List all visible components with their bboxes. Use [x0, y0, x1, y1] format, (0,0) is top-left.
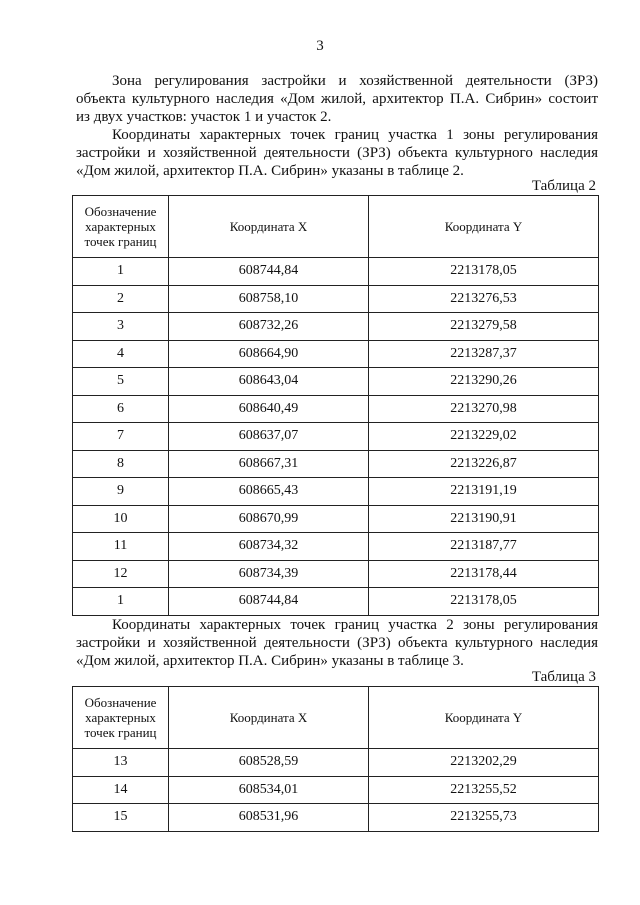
- cell-coordinate-y: 2213279,58: [369, 313, 599, 341]
- paragraph-line: «Дом жилой, архитектор П.А. Сибрин» указаны в таблице 3.: [76, 653, 464, 669]
- paragraph-line: «Дом жилой, архитектор П.А. Сибрин» указаны в таблице 2.: [76, 163, 464, 179]
- table-row: [73, 533, 599, 561]
- cell-coordinate-x: 608734,32: [169, 533, 369, 561]
- paragraph-line: из двух участков: участок 1 и участок 2.: [76, 109, 332, 125]
- table-row: [73, 749, 599, 777]
- cell-point-number: 9: [73, 478, 169, 506]
- cell-point-number: 6: [73, 395, 169, 423]
- cell-point-number: 3: [73, 313, 169, 341]
- cell-coordinate-y: 2213187,77: [369, 533, 599, 561]
- paragraph-line: Координаты характерных точек границ участка 1 зоны регулирования: [112, 127, 598, 143]
- table-row: [73, 588, 599, 616]
- table-row: [73, 285, 599, 313]
- cell-point-number: 7: [73, 423, 169, 451]
- table-row: [73, 313, 599, 341]
- header-coordinate-y: Координата Y: [369, 687, 599, 749]
- paragraph-line: Координаты характерных точек границ участка 2 зоны регулирования: [112, 617, 598, 633]
- cell-coordinate-x: 608665,43: [169, 478, 369, 506]
- header-coordinate-x: Координата X: [169, 687, 369, 749]
- paragraph-zone-description: [76, 72, 598, 126]
- cell-coordinate-x: 608744,84: [169, 258, 369, 286]
- cell-coordinate-y: 2213178,05: [369, 588, 599, 616]
- cell-point-number: 11: [73, 533, 169, 561]
- cell-coordinate-x: 608670,99: [169, 505, 369, 533]
- header-point-designation: Обозначение характерных точек границ: [73, 196, 169, 258]
- cell-coordinate-y: 2213290,26: [369, 368, 599, 396]
- header-coordinate-y: Координата Y: [369, 196, 599, 258]
- cell-coordinate-x: 608528,59: [169, 749, 369, 777]
- paragraph-line: застройки и хозяйственной деятельности (ЗРЗ) объекта культурного наследия: [76, 145, 598, 161]
- cell-point-number: 14: [73, 776, 169, 804]
- table-row: [73, 258, 599, 286]
- table3-body: [73, 749, 599, 832]
- cell-coordinate-y: 2213270,98: [369, 395, 599, 423]
- paragraph-line: Зона регулирования застройки и хозяйственной деятельности (ЗРЗ): [112, 73, 598, 89]
- table-header-row: [73, 687, 599, 749]
- table-row: [73, 560, 599, 588]
- cell-coordinate-x: 608734,39: [169, 560, 369, 588]
- cell-point-number: 2: [73, 285, 169, 313]
- table-row: [73, 368, 599, 396]
- cell-coordinate-y: 2213226,87: [369, 450, 599, 478]
- cell-point-number: 1: [73, 258, 169, 286]
- cell-point-number: 13: [73, 749, 169, 777]
- table-row: [73, 395, 599, 423]
- table-row: [73, 478, 599, 506]
- table2-body: [73, 258, 599, 616]
- cell-point-number: 5: [73, 368, 169, 396]
- cell-coordinate-y: 2213191,19: [369, 478, 599, 506]
- cell-coordinate-y: 2213178,05: [369, 258, 599, 286]
- cell-coordinate-x: 608531,96: [169, 804, 369, 832]
- cell-point-number: 12: [73, 560, 169, 588]
- cell-coordinate-x: 608744,84: [169, 588, 369, 616]
- table-row: [73, 505, 599, 533]
- paragraph-table2-intro: [76, 126, 598, 180]
- cell-coordinate-x: 608534,01: [169, 776, 369, 804]
- paragraph-table3-intro: [76, 616, 598, 670]
- cell-coordinate-x: 608640,49: [169, 395, 369, 423]
- table-header-row: [73, 196, 599, 258]
- page-number: 3: [316, 38, 324, 54]
- cell-coordinate-y: 2213178,44: [369, 560, 599, 588]
- table-row: [73, 450, 599, 478]
- header-coordinate-x: Координата X: [169, 196, 369, 258]
- cell-coordinate-y: 2213255,73: [369, 804, 599, 832]
- cell-point-number: 1: [73, 588, 169, 616]
- cell-coordinate-y: 2213255,52: [369, 776, 599, 804]
- cell-coordinate-x: 608732,26: [169, 313, 369, 341]
- cell-point-number: 4: [73, 340, 169, 368]
- table3: [72, 686, 599, 832]
- cell-coordinate-y: 2213276,53: [369, 285, 599, 313]
- cell-point-number: 10: [73, 505, 169, 533]
- cell-coordinate-x: 608667,31: [169, 450, 369, 478]
- cell-coordinate-x: 608664,90: [169, 340, 369, 368]
- cell-coordinate-y: 2213287,37: [369, 340, 599, 368]
- cell-point-number: 8: [73, 450, 169, 478]
- cell-coordinate-x: 608643,04: [169, 368, 369, 396]
- table-row: [73, 776, 599, 804]
- header-point-designation: Обозначение характерных точек границ: [73, 687, 169, 749]
- table-row: [73, 804, 599, 832]
- cell-coordinate-x: 608758,10: [169, 285, 369, 313]
- table2-caption: Таблица 2: [531, 178, 596, 194]
- table3-caption: Таблица 3: [531, 669, 596, 685]
- paragraph-line: объекта культурного наследия «Дом жилой, архитектор П.А. Сибрин» состоит: [76, 91, 598, 107]
- cell-coordinate-y: 2213202,29: [369, 749, 599, 777]
- table2: [72, 195, 599, 616]
- cell-coordinate-y: 2213229,02: [369, 423, 599, 451]
- cell-coordinate-y: 2213190,91: [369, 505, 599, 533]
- paragraph-line: застройки и хозяйственной деятельности (ЗРЗ) объекта культурного наследия: [76, 635, 598, 651]
- table-row: [73, 423, 599, 451]
- table-row: [73, 340, 599, 368]
- cell-point-number: 15: [73, 804, 169, 832]
- cell-coordinate-x: 608637,07: [169, 423, 369, 451]
